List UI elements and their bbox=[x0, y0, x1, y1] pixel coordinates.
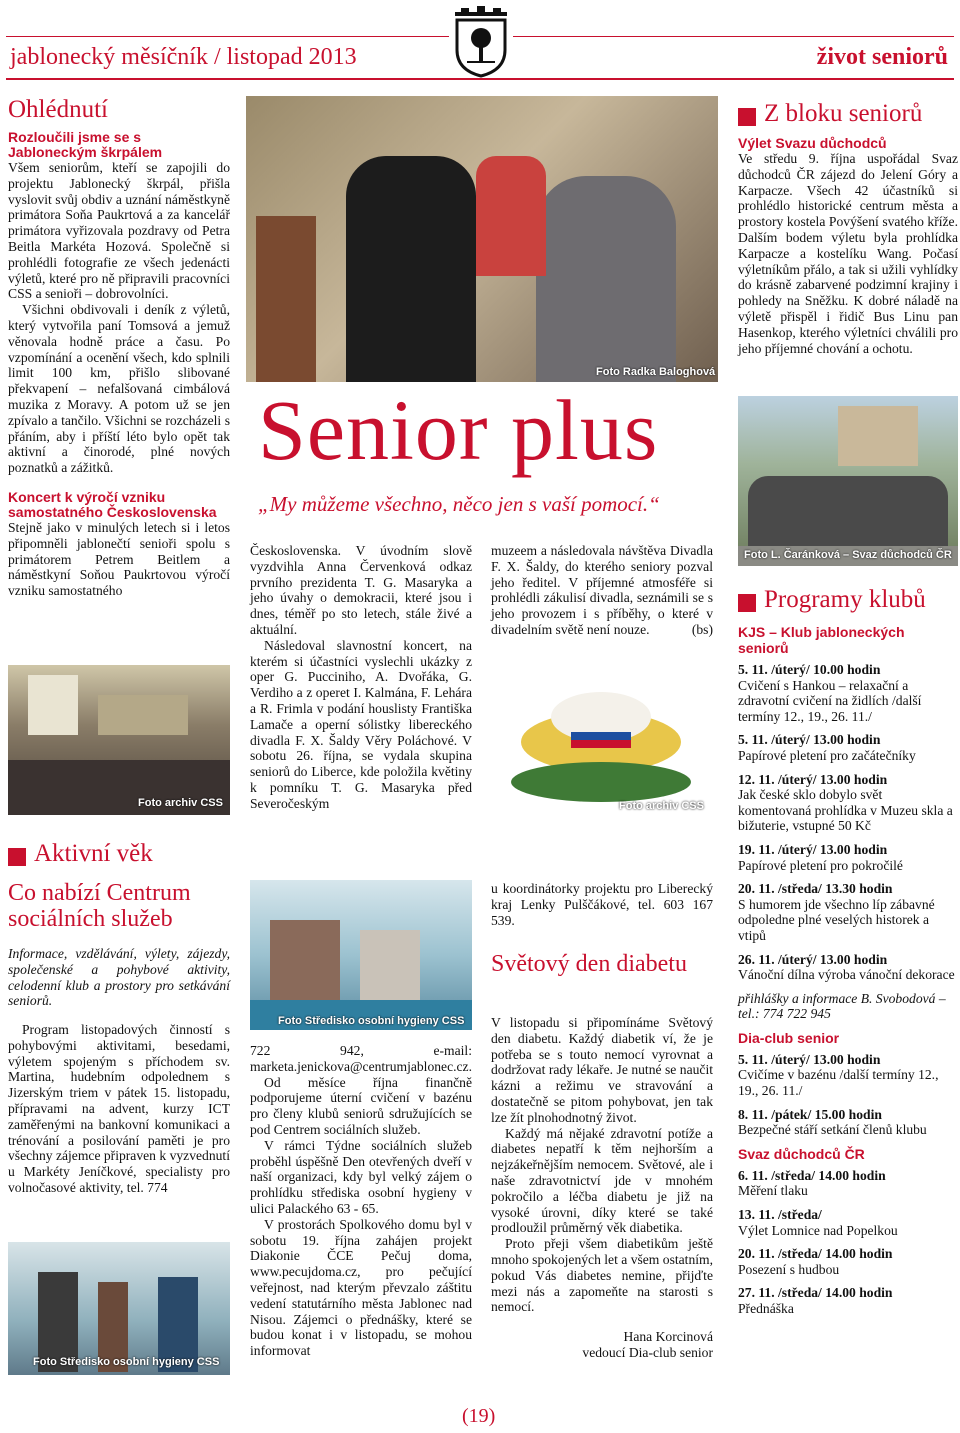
concert-photo bbox=[8, 665, 230, 815]
program-time: 19. 11. /úterý/ 13.00 hodin bbox=[738, 841, 888, 857]
program-description: Výlet Lomnice nad Popelkou bbox=[738, 1222, 898, 1238]
header-publication: jablonecký měsíčník / listopad 2013 bbox=[10, 44, 357, 70]
photo-caption: Foto archiv CSS bbox=[138, 797, 223, 809]
article-body bbox=[8, 1022, 230, 1196]
section-heading: Ohlédnutí bbox=[8, 96, 108, 123]
photo-caption: Foto Středisko osobní hygieny CSS bbox=[278, 1015, 465, 1027]
article-body-mid bbox=[250, 1043, 472, 1359]
program-time: 27. 11. /středa/ 14.00 hodin bbox=[738, 1285, 893, 1301]
program-time: 13. 11. /středa/ bbox=[738, 1207, 822, 1223]
author-sign: (bs) bbox=[691, 621, 713, 637]
slogan: „My můžeme všechno, něco jen s vaší pomocí.“ bbox=[258, 492, 660, 516]
coat-of-arms-icon bbox=[449, 2, 513, 78]
section-title: Aktivní věk bbox=[34, 840, 153, 867]
article-paragraph: V listopadu si připomínáme Světový den diabetu. Každý diabetik ví, že je potřeba se s touto nemocí vyrovnat a dodržovat rady lékaře. Je nutné se naučit kázni a režimu ve stravování a dostatečně se pitom pohybovat, jen tak lze žít plnohodnotný život. bbox=[491, 1015, 713, 1125]
masthead-title: Senior plus bbox=[258, 382, 659, 478]
concert-continuation bbox=[250, 543, 472, 812]
program-item bbox=[738, 1246, 958, 1277]
program-item bbox=[738, 1107, 958, 1138]
program-description: Měření tlaku bbox=[738, 1183, 808, 1199]
article-paragraph: V rámci Týdne sociálních služeb proběhl úspěšně Den otevřených dveří v naší organizaci, kdy byl velký zájem o prohlídku střediska osobní hygieny v ulici Palackého 63 - 65. bbox=[250, 1137, 472, 1216]
diabetes-body bbox=[491, 1015, 713, 1361]
header-section: život seniorů bbox=[816, 44, 948, 70]
article-paragraph: u koordinátorky projektu pro Liberecký kraj Lenky Pulščákové, tel. 603 167 539. bbox=[491, 881, 713, 928]
program-item bbox=[738, 1168, 958, 1199]
article-title: Výlet Svazu důchodců bbox=[738, 135, 887, 151]
article-paragraph: Stejně jako v minulých letech si i letos připomněli jablonečtí senioři spolu s primátorem Petrem Beitlem a náměstkyní Soňou Paukrtovou výročí vzniku samostatného bbox=[8, 519, 230, 599]
program-item bbox=[738, 1052, 958, 1099]
program-time: 20. 11. /středa/ 13.30 hodin bbox=[738, 881, 893, 897]
article-paragraph: Československa. V úvodním slově vyzdvihla Anna Červenková odkaz prvního prezidenta T. G. Masaryka a jeho úvahy o demokracii, které jsou i dnes, téměř po sto letech, stále živé a aktuální. bbox=[250, 543, 472, 637]
program-description: Jak české sklo dobylo svět komentovaná prohlídka v Muzeu skla a bižuterie, vstupné 50 Kč bbox=[738, 787, 953, 834]
program-time: 26. 11. /úterý/ 13.00 hodin bbox=[738, 951, 888, 967]
photo-caption: Foto archiv CSS bbox=[619, 800, 704, 812]
program-item bbox=[738, 1207, 958, 1238]
article-paragraph: Program listopadových činností s pohybovými aktivitami, besedami, výletem spojeným s příchodem sv. Martina, hudebním odpolednem s Jizerským triem v pátek 15. listopadu, přípravami na advent, kurzy ICT zaměřenými na bankovní komunikaci a trénování a posilování paměti je pro všechny zájemce připraven k vyzvednutí u Markéty Jeníčkové, specialisty pro volnočasové aktivity, tel. 774 bbox=[8, 1022, 230, 1195]
section-title: Programy klubů bbox=[764, 586, 926, 613]
section-title: Z bloku seniorů bbox=[764, 100, 923, 127]
article-title: Rozloučili jsme se s Jabloneckým škrpálem bbox=[8, 129, 163, 160]
article-paragraph: Následoval slavnostní koncert, na kterém si účastníci vyslechli ukázky z oper G. Pucciniho, A. Dvořáka, G. Verdiho a z operet I. Kalmána, F. Lehára a R. Frimla v podání houslisty Františka Lamače a operní sólistky libereckého divadla F. X. Šaldy Věry Poláchové. V sobotu 26. října, se vydala skupina seniorů do Liberce, kde položila květiny k pomníku T. G. Masaryka před Severočeským bbox=[250, 637, 472, 811]
concert-continuation-b bbox=[491, 543, 713, 638]
program-description: Cvičíme v bazénu /další termíny 12., 19., 26. 11./ bbox=[738, 1067, 939, 1099]
article-body bbox=[8, 520, 230, 599]
program-description: Posezení s hudbou bbox=[738, 1261, 840, 1277]
program-description: Papírové pletení pro začátečníky bbox=[738, 747, 916, 763]
article-body bbox=[738, 151, 958, 356]
program-time: 8. 11. /pátek/ 15.00 hodin bbox=[738, 1106, 882, 1122]
page-number: (19) bbox=[462, 1405, 496, 1427]
program-item bbox=[738, 881, 958, 943]
program-time: 5. 11. /úterý/ 13.00 hodin bbox=[738, 732, 881, 748]
article-title: Koncert k výročí vzniku samostatného Československa bbox=[8, 488, 217, 520]
photo-caption: Foto Středisko osobní hygieny CSS bbox=[33, 1356, 220, 1368]
program-item bbox=[738, 842, 958, 873]
article-paragraph: Všem seniorům, kteří se zapojili do projektu Jablonecký škrpál, přišla vyslovit svůj obdiv a uznání náměstkyně primátora Soňa Paukrtová a za kancelář primátora vyřizovala pozdravy od Petra Beitla Markéta Hozová. Společně si prohlédli fotografie ze všech jedenácti výletů, které pro ně připravili pracovníci CSS a senioři – dobrovolníci. bbox=[8, 160, 230, 302]
program-item bbox=[738, 662, 958, 724]
section-marker-icon bbox=[8, 848, 26, 866]
article-paragraph: Všichni obdivovali i deník z výletů, který vytvořila paní Tomsová a jemuž věnovala hodně práce a času. Po vzpomínání a ocenění všech, kdo splnili limit 100 km, přišlo slibované překvapení – nefalšovaná cimbálová muzika z Moravy. A potom už se jen zpívalo a tančilo. Všichni se rozcházeli s přáním, aby i příští léto bylo opět tak aktivní a činorodé, plné nových poznatků a zážitků. bbox=[8, 302, 230, 476]
main-photo bbox=[246, 96, 718, 382]
author-role: vedoucí Dia-club senior bbox=[582, 1344, 713, 1360]
ohlednuti-section bbox=[8, 96, 230, 599]
z-bloku-section bbox=[738, 100, 958, 356]
article-title: Co nabízí Centrum sociálních služeb bbox=[8, 880, 191, 932]
kjs-program-list bbox=[738, 662, 958, 983]
hygiene-photo-mid bbox=[250, 880, 472, 1030]
section-marker-icon bbox=[738, 594, 756, 612]
flowers-photo bbox=[491, 672, 713, 817]
article-title: Světový den diabetu bbox=[491, 951, 687, 977]
program-time: 6. 11. /středa/ 14.00 hodin bbox=[738, 1167, 886, 1183]
article-paragraph: V prostorách Spolkového domu byl v sobotu 19. října zahájen projekt Diakonie ČCE Pečuj doma, www.pecujdoma.cz, pro pečující veřejnost, nad kterým převzalo záštitu vedení statutárního města Jablonec nad Nisou. Zájemci o přednášky, které se budou konat i v listopadu, se mohou informovat bbox=[250, 1216, 472, 1359]
author-signature: Hana Korcinová bbox=[623, 1329, 713, 1345]
program-description: Cvičení s Hankou – relaxační a zdravotní cvičení na židlích /další termíny 12., 19., 26. 11./ bbox=[738, 677, 922, 724]
registration-info: přihlášky a informace B. Svobodová – tel.: 774 722 945 bbox=[738, 990, 946, 1022]
program-description: Vánoční dílna výroba vánoční dekorace bbox=[738, 967, 955, 983]
article-paragraph: 722 942, e-mail: marketa.jenickova@centrumjablonec.cz. bbox=[250, 1043, 472, 1074]
program-time: 12. 11. /úterý/ 13.00 hodin bbox=[738, 771, 888, 787]
program-time: 5. 11. /úterý/ 13.00 hodin bbox=[738, 1051, 881, 1067]
article-paragraph: muzeem a následovala návštěva Divadla F. X. Šaldy, do kterého seniory pozval jeho ředitel. V příjemné atmosféře si prohlédli zákulisí divadla, seznámili se s jeho provozem i s příběhy, o které v divadelním světě není nouze. bbox=[491, 543, 713, 637]
photo-caption: Foto Radka Baloghová bbox=[596, 366, 716, 378]
article-paragraph: Ve středu 9. října uspořádal Svaz důchodců ČR zájezd do Jelení Góry a Karpacze. Všech 42 účastníků si prohlédlo historické centrum města a prostory kostela Povýšení svatého kříže. Dalším bodem výletu byla prohlídka Karpacze a kostelíku Wang. Počasí výletníkům přálo, a tak si užili vyhlídky do krásně zabarvené podzimní krajiny i pohledy na Sněžku. K dobré náladě na výletě přispěl i řidič Bus Linu pan Hasenkop, kterého výletníci chválili pro jeho příjemné chování a ochotu. bbox=[738, 151, 958, 356]
program-time: 20. 11. /středa/ 14.00 hodin bbox=[738, 1246, 893, 1262]
program-description: S humorem jde všechno líp zábavné odpoledne plné veselých historek a vtipů bbox=[738, 896, 935, 943]
article-paragraph: Od měsíce října finančně podporujeme úterní cvičení v bazénu pro členy klubů seniorů sdružujících se pod Centrem sociálních služeb. bbox=[250, 1074, 472, 1137]
program-item bbox=[738, 1285, 958, 1316]
program-item bbox=[738, 952, 958, 983]
program-item bbox=[738, 772, 958, 834]
club-title: KJS – Klub jabloneckých seniorů bbox=[738, 624, 905, 656]
svaz-program-list bbox=[738, 1168, 958, 1317]
aktivni-section-heading bbox=[8, 840, 468, 868]
section-marker-icon bbox=[738, 108, 756, 126]
program-description: Bezpečné stáří setkání členů klubu bbox=[738, 1122, 927, 1138]
lead-text: Informace, vzdělávání, výlety, zájezdy, společenské a pohybové aktivity, celodenní klub a prostory pro setkávání seniorů. bbox=[8, 946, 230, 1009]
club-title: Svaz důchodců ČR bbox=[738, 1145, 865, 1162]
photo-caption: Foto L. Čaránková – Svaz důchodců ČR bbox=[744, 549, 952, 561]
trip-photo bbox=[738, 396, 958, 566]
dia-program-list bbox=[738, 1052, 958, 1138]
article-paragraph: Proto přeji všem diabetikům ještě mnoho spokojených let a všem ostatním, pokud Vás diabetes nemine, přijďte mezi nás a zapomeňte na starosti s nemocí. bbox=[491, 1236, 714, 1315]
program-time: 5. 11. /úterý/ 10.00 hodin bbox=[738, 662, 881, 677]
program-description: Papírové pletení pro pokročilé bbox=[738, 857, 903, 873]
article-paragraph: Každý má nějaké zdravotní potíže a diabetes nepatří k těm nejhorším a nejzákeřnějším nemocem. Světové, ale i naše zdravotnictví jde v mnohém pokročilo a léčba diabetu je již na vysoké úrovni, díky které se také prodloužil průměrný věk diabetika. bbox=[491, 1125, 713, 1236]
program-description: Přednáška bbox=[738, 1301, 794, 1316]
header-rule bbox=[6, 78, 954, 80]
article-body bbox=[8, 160, 230, 476]
article-body-right bbox=[491, 881, 713, 928]
hygiene-photo-left bbox=[8, 1242, 230, 1375]
program-item bbox=[738, 732, 958, 763]
club-title: Dia-club senior bbox=[738, 1029, 840, 1046]
programy-section bbox=[738, 586, 958, 1325]
